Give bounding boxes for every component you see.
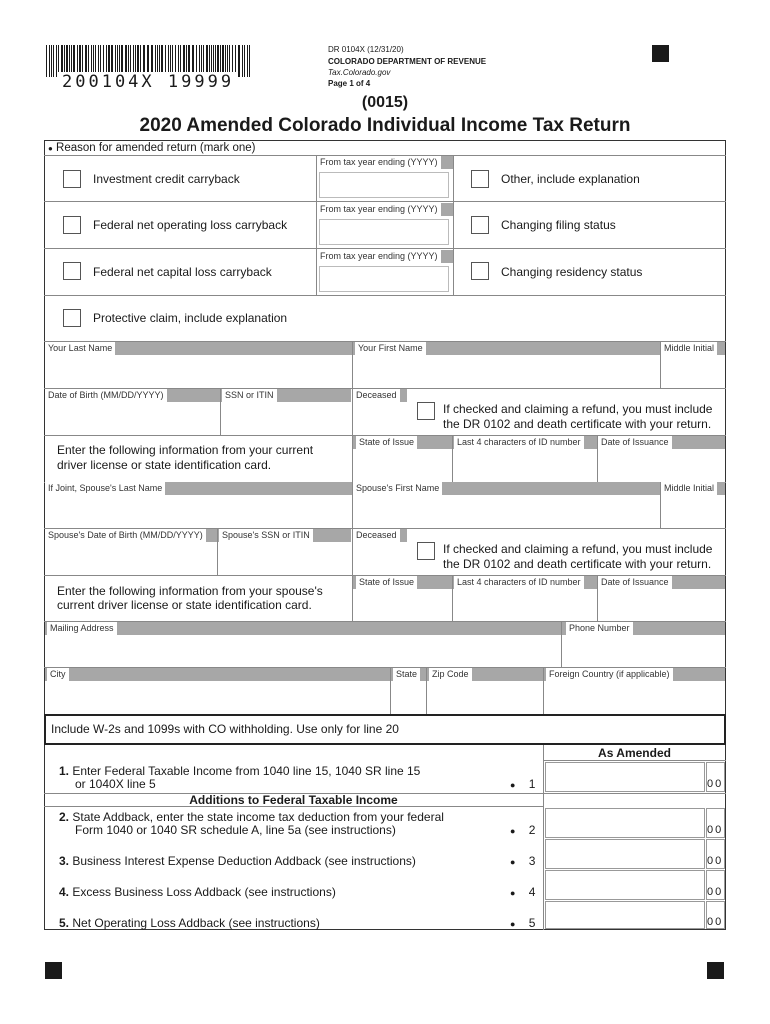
foreign-country-field[interactable]	[545, 682, 724, 712]
ssn-label: SSN or ITIN	[222, 389, 277, 402]
page-number: Page 1 of 4	[328, 79, 371, 88]
bullet-icon: ●	[510, 826, 516, 836]
page-title: 2020 Amended Colorado Individual Income Tax Return	[139, 115, 631, 136]
spouse-ssn-field[interactable]	[219, 543, 350, 573]
dob-label: Date of Birth (MM/DD/YYYY)	[45, 389, 167, 402]
w2-notice: Include W-2s and 1099s with CO withholding. Use only for line 20	[44, 714, 726, 745]
bullet-icon: ●	[510, 888, 516, 898]
last4-field[interactable]	[454, 450, 595, 481]
line-2-text-cont: Form 1040 or 1040 SR schedule A, line 5a (see instructions)	[75, 823, 396, 837]
line-1-ref: ● 1	[510, 777, 536, 791]
ssn-field[interactable]	[222, 403, 350, 433]
mailing-address-field[interactable]	[46, 636, 559, 666]
city-label: City	[47, 668, 69, 681]
capital-loss-label: Federal net capital loss carryback	[93, 265, 272, 279]
spouse-deceased-note-1: If checked and claiming a refund, you must include	[443, 542, 713, 556]
last-name-field[interactable]	[46, 356, 350, 386]
middle-initial-label: Middle Initial	[661, 342, 717, 355]
license-note-1: Enter the following information from your current	[57, 443, 314, 457]
line-1-cents: 00	[707, 778, 724, 790]
investment-credit-checkbox[interactable]	[63, 170, 81, 188]
federal-nol-label: Federal net operating loss carryback	[93, 218, 288, 232]
other-label: Other, include explanation	[501, 172, 640, 186]
spouse-dob-label: Spouse's Date of Birth (MM/DD/YYYY)	[45, 529, 206, 542]
zip-label: Zip Code	[429, 668, 472, 681]
middle-initial-field[interactable]	[662, 356, 724, 386]
spouse-dob-field[interactable]	[46, 543, 215, 573]
deceased-note-1: If checked and claiming a refund, you must include	[443, 402, 713, 416]
spouse-last-name-label: If Joint, Spouse's Last Name	[45, 482, 165, 495]
registration-mark-bottom-left	[45, 962, 62, 979]
spouse-first-name-field[interactable]	[354, 496, 658, 526]
issuance-date-label: Date of Issuance	[598, 436, 672, 449]
bullet-icon: ●	[510, 919, 516, 929]
filing-status-label: Changing filing status	[501, 218, 616, 232]
last-name-label: Your Last Name	[45, 342, 115, 355]
spouse-issuance-date-field[interactable]	[599, 590, 724, 621]
barcode-number: 200104X 19999	[58, 72, 238, 92]
tax-year-label-2: From tax year ending (YYYY)	[317, 203, 441, 216]
agency-website: Tax.Colorado.gov	[328, 68, 391, 77]
investment-credit-label: Investment credit carryback	[93, 172, 240, 186]
line-1-text: 1. Enter Federal Taxable Income from 1040 line 15, 1040 SR line 15	[59, 764, 421, 778]
registration-mark-bottom-right	[707, 962, 724, 979]
line-5-text: 5. Net Operating Loss Addback (see instructions)	[59, 916, 320, 930]
line-2-amount-input[interactable]	[545, 808, 705, 838]
residency-status-checkbox[interactable]	[471, 262, 489, 280]
line-3-amount-input[interactable]	[545, 839, 705, 869]
issuance-date-field[interactable]	[599, 450, 724, 481]
deceased-label: Deceased	[353, 389, 400, 402]
state-field[interactable]	[392, 682, 424, 712]
tax-year-input-2[interactable]	[319, 219, 449, 245]
agency-name: COLORADO DEPARTMENT OF REVENUE	[328, 57, 487, 66]
line-3-ref: ● 3	[510, 854, 536, 868]
line-4-cents: 00	[707, 886, 724, 898]
spouse-license-note-2: current driver license or state identification card.	[57, 598, 312, 612]
state-label: State	[393, 668, 420, 681]
tax-year-input-1[interactable]	[319, 172, 449, 198]
phone-field[interactable]	[563, 636, 724, 666]
spouse-deceased-label: Deceased	[353, 529, 400, 542]
as-amended-header: As Amended	[598, 746, 671, 760]
tax-year-input-3[interactable]	[319, 266, 449, 292]
bullet-icon: ●	[48, 144, 53, 153]
line-4-amount-input[interactable]	[545, 870, 705, 900]
line-4-ref: ● 4	[510, 885, 536, 899]
line-5-cents: 00	[707, 916, 724, 928]
dob-field[interactable]	[46, 403, 218, 433]
line-3-text: 3. Business Interest Expense Deduction Addback (see instructions)	[59, 854, 416, 868]
residency-status-label: Changing residency status	[501, 265, 643, 279]
reason-heading: ● Reason for amended return (mark one)	[48, 142, 256, 154]
protective-claim-label: Protective claim, include explanation	[93, 311, 288, 325]
line-4-text: 4. Excess Business Loss Addback (see instructions)	[59, 885, 336, 899]
deceased-note-2: the DR 0102 and death certificate with your return.	[443, 417, 712, 431]
additions-heading: Additions to Federal Taxable Income	[189, 793, 398, 807]
line-3-cents: 00	[707, 855, 724, 867]
bullet-icon: ●	[510, 857, 516, 867]
form-code: DR 0104X (12/31/20)	[328, 45, 404, 54]
license-note-2: driver license or state identification card.	[57, 458, 272, 472]
line-1-amount-input[interactable]	[545, 762, 705, 792]
line-5-ref: ● 5	[510, 916, 536, 930]
line-5-amount-input[interactable]	[545, 901, 705, 929]
spouse-last-name-field[interactable]	[46, 496, 350, 526]
protective-claim-checkbox[interactable]	[63, 309, 81, 327]
last4-label: Last 4 characters of ID number	[454, 436, 584, 449]
spouse-state-of-issue-label: State of Issue	[356, 576, 417, 589]
spouse-license-note-1: Enter the following information from your spouse's	[57, 584, 323, 598]
line-2-text: 2. State Addback, enter the state income tax deduction from your federal	[59, 810, 444, 824]
line-2-cents: 00	[707, 824, 724, 836]
first-name-field[interactable]	[354, 356, 658, 386]
city-field[interactable]	[46, 682, 388, 712]
spouse-deceased-checkbox[interactable]	[417, 542, 435, 560]
spouse-middle-initial-label: Middle Initial	[661, 482, 717, 495]
form-id: (0015)	[361, 94, 409, 111]
bullet-icon: ●	[510, 780, 516, 790]
spouse-last4-label: Last 4 characters of ID number	[454, 576, 584, 589]
filing-status-checkbox[interactable]	[471, 216, 489, 234]
capital-loss-checkbox[interactable]	[63, 262, 81, 280]
mailing-address-label: Mailing Address	[47, 622, 117, 635]
state-of-issue-field[interactable]	[354, 450, 450, 481]
tax-year-label-1: From tax year ending (YYYY)	[317, 156, 441, 169]
spouse-last4-field[interactable]	[454, 590, 595, 621]
first-name-label: Your First Name	[355, 342, 426, 355]
spouse-state-of-issue-field[interactable]	[354, 590, 450, 621]
spouse-first-name-label: Spouse's First Name	[353, 482, 442, 495]
other-checkbox[interactable]	[471, 170, 489, 188]
tax-year-label-3: From tax year ending (YYYY)	[317, 250, 441, 263]
spouse-deceased-note-2: the DR 0102 and death certificate with your return.	[443, 557, 712, 571]
zip-field[interactable]	[428, 682, 541, 712]
spouse-ssn-label: Spouse's SSN or ITIN	[219, 529, 313, 542]
state-of-issue-label: State of Issue	[356, 436, 417, 449]
line-1-text-cont: or 1040X line 5	[75, 777, 156, 791]
line-2-ref: ● 2	[510, 823, 536, 837]
foreign-country-label: Foreign Country (if applicable)	[546, 668, 673, 681]
phone-label: Phone Number	[566, 622, 633, 635]
federal-nol-checkbox[interactable]	[63, 216, 81, 234]
registration-mark-top-right	[652, 45, 669, 62]
spouse-middle-initial-field[interactable]	[662, 496, 724, 526]
spouse-issuance-date-label: Date of Issuance	[598, 576, 672, 589]
deceased-checkbox[interactable]	[417, 402, 435, 420]
